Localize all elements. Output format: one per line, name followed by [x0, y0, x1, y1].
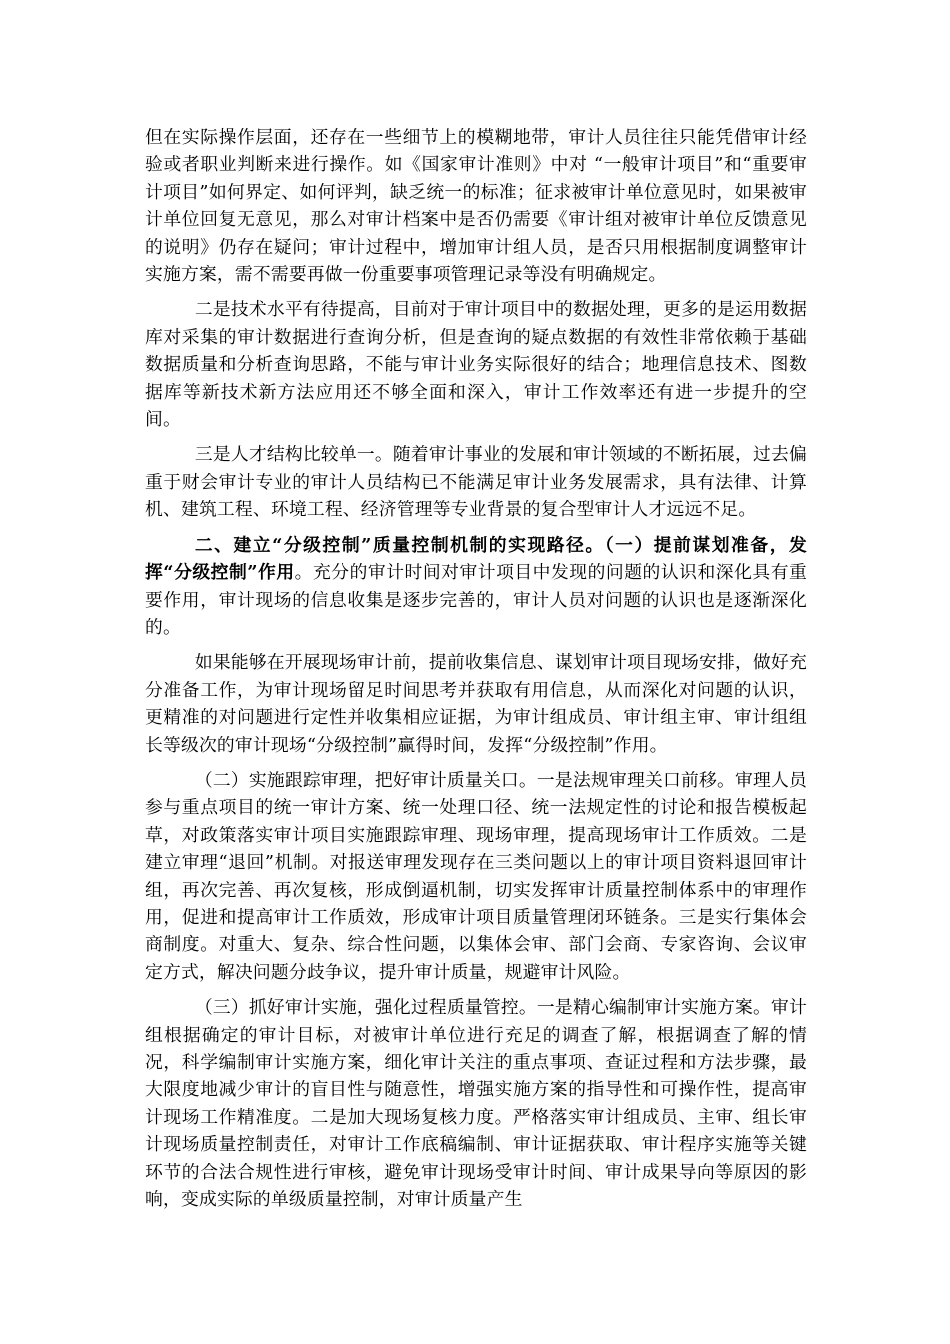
paragraph-technology: 二是技术水平有待提高，目前对于审计项目中的数据处理，更多的是运用数据库对采集的审计数据进行查询分析，但是查询的疑点数据的有效性非常依赖于基础数据质量和分析查询思路，不能与审计业务实际很好的结合；地理信息技术、图数据库等新技术新方法应用还不够全面和深入，审计工作效率还有进一步提升的空间。 [145, 299, 807, 431]
section-heading: 二、建立“分级控制”质量控制机制的实现路径。（一）提前谋划准备，发挥“分级控制”作用 [145, 534, 807, 584]
paragraph-talent: 三是人才结构比较单一。随着审计事业的发展和审计领域的不断拓展，过去偏重于财会审计专业的审计人员结构已不能满足审计业务发展需求，具有法律、计算机、建筑工程、环境工程、经济管理等专业背景的复合型审计人才远远不足。 [145, 444, 807, 521]
paragraph-section-two [145, 532, 807, 642]
document-page [145, 124, 807, 1221]
paragraph-continuation: 但在实际操作层面，还存在一些细节上的模糊地带，审计人员往往只能凭借审计经验或者职业判断来进行操作。如《国家审计准则》中对 “一般审计项目”和“重要审计项目”如何界定、如何评判，缺乏统一的标准；征求被审计单位意见时，如果被审计单位回复无意见，那么对审计档案中是否仍需要《审计组对被审计单位反馈意见的说明》仍存在疑问；审计过程中，增加审计组人员，是否只用根据制度调整审计实施方案，需不需要再做一份重要事项管理记录等没有明确规定。 [145, 127, 807, 286]
section-body: 。充分的审计时间对审计项目中发现的问题的认识和深化具有重要作用，审计现场的信息收集是逐步完善的，审计人员对问题的认识也是逐渐深化的。 [145, 562, 807, 638]
paragraph-tracking-review: （二）实施跟踪审理，把好审计质量关口。一是法规审理关口前移。审理人员参与重点项目的统一审计方案、统一处理口径、统一法规定性的讨论和报告模板起草，对政策落实审计项目实施跟踪审理、现场审理，提高现场审计工作质效。二是建立审理“退回”机制。对报送审理发现存在三类问题以上的审计项目资料退回审计组，再次完善、再次复核，形成倒逼机制，切实发挥审计质量控制体系中的审理作用，促进和提高审计工作质效，形成审计项目质量管理闭环链条。三是实行集体会商制度。对重大、复杂、综合性问题，以集体会审、部门会商、专家咨询、会议审定方式，解决问题分歧争议，提升审计质量，规避审计风险。 [145, 769, 807, 983]
paragraph-preparation: 如果能够在开展现场审计前，提前收集信息、谋划审计项目现场安排，做好充分准备工作，为审计现场留足时间思考并获取有用信息，从而深化对问题的认识，更精准的对问题进行定性并收集相应证据，为审计组成员、审计组主审、审计组组长等级次的审计现场“分级控制”赢得时间，发挥“分级控制”作用。 [145, 652, 807, 756]
paragraph-audit-implementation: （三）抓好审计实施，强化过程质量管控。一是精心编制审计实施方案。审计组根据确定的审计目标，对被审计单位进行充足的调查了解，根据调查了解的情况，科学编制审计实施方案，细化审计关注的重点事项、查证过程和方法步骤，最大限度地减少审计的盲目性与随意性，增强实施方案的指导性和可操作性，提高审计现场工作精准度。二是加大现场复核力度。严格落实审计组成员、主审、组长审计现场质量控制责任，对审计工作底稿编制、审计证据获取、审计程序实施等关键环节的合法合规性进行审核，避免审计现场受审计时间、审计成果导向等原因的影响，变成实际的单级质量控制，对审计质量产生 [145, 997, 807, 1211]
